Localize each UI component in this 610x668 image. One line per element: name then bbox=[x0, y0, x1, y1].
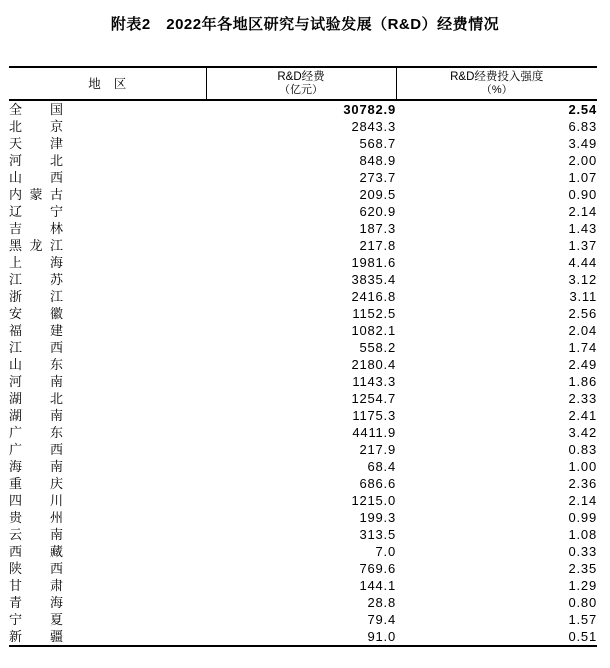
intensity-cell: 1.74 bbox=[568, 340, 597, 355]
region-cell bbox=[9, 220, 206, 237]
intensity-cell: 2.14 bbox=[568, 493, 597, 508]
funds-cell: 91.0 bbox=[206, 628, 396, 646]
region-name: 云 南 bbox=[9, 527, 63, 542]
table-row bbox=[9, 220, 597, 237]
intensity-cell: 1.08 bbox=[568, 527, 597, 542]
intensity-cell: 1.57 bbox=[568, 612, 597, 627]
region-name: 江 苏 bbox=[9, 272, 63, 287]
intensity-cell: 1.43 bbox=[568, 221, 597, 236]
table-row bbox=[9, 254, 597, 271]
region-cell bbox=[9, 543, 206, 560]
intensity-cell: 2.04 bbox=[568, 323, 597, 338]
region-cell bbox=[9, 100, 206, 118]
region-name: 广 东 bbox=[9, 425, 63, 440]
region-cell bbox=[9, 577, 206, 594]
funds-cell: 217.8 bbox=[359, 238, 396, 253]
table-row bbox=[9, 271, 597, 288]
region-cell bbox=[9, 203, 206, 220]
table-row bbox=[9, 118, 597, 135]
region-cell bbox=[9, 169, 206, 186]
region-cell bbox=[9, 628, 206, 646]
region-cell bbox=[9, 526, 206, 543]
header-row bbox=[9, 67, 597, 100]
funds-cell: 217.9 bbox=[359, 442, 396, 457]
table-row bbox=[9, 373, 597, 390]
region-cell bbox=[9, 118, 206, 135]
table-row bbox=[9, 186, 597, 203]
table-row bbox=[9, 611, 597, 628]
table-row bbox=[9, 305, 597, 322]
funds-cell: 187.3 bbox=[359, 221, 396, 236]
intensity-cell: 2.41 bbox=[568, 408, 597, 423]
column-header-funds-unit: （亿元） bbox=[279, 84, 323, 96]
intensity-cell: 0.99 bbox=[568, 510, 597, 525]
region-name: 河 北 bbox=[9, 153, 63, 168]
column-header-region-label: 地 区 bbox=[88, 77, 127, 91]
region-cell bbox=[9, 373, 206, 390]
region-name: 贵 州 bbox=[9, 510, 63, 525]
intensity-cell: 3.49 bbox=[568, 136, 597, 151]
region-name: 浙 江 bbox=[9, 289, 63, 304]
funds-cell: 848.9 bbox=[359, 153, 396, 168]
rd-expenditure-table bbox=[9, 66, 597, 647]
table-body bbox=[9, 100, 597, 646]
funds-cell: 209.5 bbox=[359, 187, 396, 202]
region-cell bbox=[9, 356, 206, 373]
region-cell bbox=[9, 322, 206, 339]
region-cell bbox=[9, 611, 206, 628]
region-cell bbox=[9, 305, 206, 322]
table-row bbox=[9, 543, 597, 560]
table-row bbox=[9, 100, 597, 118]
page-title: 附表2 2022年各地区研究与试验发展（R&D）经费情况 bbox=[110, 16, 500, 33]
region-cell bbox=[9, 492, 206, 509]
funds-cell: 4411.9 bbox=[352, 425, 396, 440]
funds-cell: 1175.3 bbox=[352, 408, 396, 423]
table-row bbox=[9, 356, 597, 373]
region-name: 吉 林 bbox=[9, 221, 63, 236]
region-name: 宁 夏 bbox=[9, 612, 63, 627]
funds-cell: 7.0 bbox=[375, 544, 396, 559]
region-name: 黑龙江 bbox=[9, 238, 63, 253]
table-row bbox=[9, 237, 597, 254]
table-row bbox=[9, 407, 597, 424]
region-name: 北 京 bbox=[9, 119, 63, 134]
table-row bbox=[9, 152, 597, 169]
table-row bbox=[9, 288, 597, 305]
intensity-cell: 2.33 bbox=[568, 391, 597, 406]
funds-cell: 3835.4 bbox=[351, 272, 396, 287]
funds-cell: 273.7 bbox=[359, 170, 396, 185]
intensity-cell: 2.35 bbox=[568, 561, 597, 576]
funds-cell: 1215.0 bbox=[351, 493, 396, 508]
region-cell bbox=[9, 254, 206, 271]
region-cell bbox=[9, 441, 206, 458]
region-cell bbox=[9, 339, 206, 356]
region-cell bbox=[9, 509, 206, 526]
intensity-cell: 3.11 bbox=[569, 289, 597, 304]
funds-cell: 620.9 bbox=[359, 204, 396, 219]
intensity-cell: 1.37 bbox=[568, 238, 597, 253]
funds-cell: 1254.7 bbox=[351, 391, 396, 406]
region-cell bbox=[9, 237, 206, 254]
region-cell bbox=[9, 560, 206, 577]
funds-cell: 558.2 bbox=[359, 340, 396, 355]
table-row bbox=[9, 577, 597, 594]
region-cell bbox=[9, 271, 206, 288]
table-row bbox=[9, 594, 597, 611]
table-row bbox=[9, 339, 597, 356]
intensity-cell: 0.33 bbox=[568, 544, 597, 559]
region-name: 山 西 bbox=[9, 170, 63, 185]
table-row bbox=[9, 441, 597, 458]
funds-cell: 1981.6 bbox=[351, 255, 396, 270]
funds-cell: 1082.1 bbox=[351, 323, 396, 338]
region-cell bbox=[9, 475, 206, 492]
table-row bbox=[9, 628, 597, 646]
intensity-cell: 2.00 bbox=[568, 153, 597, 168]
region-cell bbox=[9, 458, 206, 475]
funds-cell: 2843.3 bbox=[351, 119, 396, 134]
region-name: 辽 宁 bbox=[9, 204, 63, 219]
region-cell bbox=[9, 186, 206, 203]
region-name: 陕 西 bbox=[9, 561, 63, 576]
table-row bbox=[9, 492, 597, 509]
funds-cell: 30782.9 bbox=[343, 102, 396, 117]
intensity-cell: 0.90 bbox=[568, 187, 597, 202]
intensity-cell: 2.49 bbox=[568, 357, 597, 372]
intensity-cell: 2.54 bbox=[568, 102, 597, 117]
funds-cell: 199.3 bbox=[359, 510, 396, 525]
region-name: 福 建 bbox=[9, 323, 63, 338]
table-row bbox=[9, 424, 597, 441]
table-row bbox=[9, 169, 597, 186]
funds-cell: 144.1 bbox=[359, 578, 396, 593]
region-name: 重 庆 bbox=[9, 476, 63, 491]
region-name: 内蒙古 bbox=[9, 187, 63, 202]
region-name: 安 徽 bbox=[9, 306, 63, 321]
table-row bbox=[9, 475, 597, 492]
table-row bbox=[9, 390, 597, 407]
funds-cell: 68.4 bbox=[367, 459, 396, 474]
intensity-cell: 2.36 bbox=[568, 476, 597, 491]
region-name: 江 西 bbox=[9, 340, 63, 355]
intensity-cell: 2.14 bbox=[568, 204, 597, 219]
intensity-cell: 0.51 bbox=[396, 628, 597, 646]
region-name: 新 疆 bbox=[9, 629, 63, 644]
table-row bbox=[9, 458, 597, 475]
intensity-cell: 0.80 bbox=[568, 595, 597, 610]
intensity-cell: 1.00 bbox=[568, 459, 597, 474]
column-header-funds-label: R&D经费 bbox=[277, 71, 325, 83]
region-cell bbox=[9, 407, 206, 424]
region-cell bbox=[9, 424, 206, 441]
funds-cell: 79.4 bbox=[367, 612, 396, 627]
intensity-cell: 3.42 bbox=[568, 425, 597, 440]
column-header-region bbox=[9, 67, 206, 100]
region-name: 山 东 bbox=[9, 357, 63, 372]
region-name: 天 津 bbox=[9, 136, 63, 151]
region-cell bbox=[9, 152, 206, 169]
column-header-intensity-label: R&D经费投入强度 bbox=[450, 71, 544, 83]
intensity-cell: 4.44 bbox=[568, 255, 597, 270]
intensity-cell: 2.56 bbox=[568, 306, 597, 321]
region-cell bbox=[9, 390, 206, 407]
column-header-funds bbox=[206, 67, 396, 100]
intensity-cell: 1.29 bbox=[568, 578, 597, 593]
region-name: 河 南 bbox=[9, 374, 63, 389]
region-name: 甘 肃 bbox=[9, 578, 63, 593]
table-row bbox=[9, 135, 597, 152]
table-row bbox=[9, 509, 597, 526]
region-cell bbox=[9, 135, 206, 152]
funds-cell: 1143.3 bbox=[352, 374, 396, 389]
funds-cell: 769.6 bbox=[359, 561, 396, 576]
region-name: 四 川 bbox=[9, 493, 63, 508]
intensity-cell: 1.07 bbox=[568, 170, 597, 185]
funds-cell: 568.7 bbox=[359, 136, 396, 151]
region-name: 海 南 bbox=[9, 459, 63, 474]
column-header-intensity-unit: （%） bbox=[480, 84, 513, 96]
funds-cell: 686.6 bbox=[359, 476, 396, 491]
table-header bbox=[9, 67, 597, 100]
region-name: 西 藏 bbox=[9, 544, 63, 559]
table-row bbox=[9, 322, 597, 339]
region-name: 湖 北 bbox=[9, 391, 63, 406]
column-header-intensity bbox=[396, 67, 597, 100]
table-row bbox=[9, 560, 597, 577]
region-name: 全 国 bbox=[9, 102, 63, 117]
intensity-cell: 6.83 bbox=[568, 119, 597, 134]
table-row bbox=[9, 526, 597, 543]
funds-cell: 1152.5 bbox=[352, 306, 396, 321]
funds-cell: 313.5 bbox=[359, 527, 396, 542]
funds-cell: 2180.4 bbox=[351, 357, 396, 372]
region-name: 青 海 bbox=[9, 595, 63, 610]
region-cell bbox=[9, 594, 206, 611]
funds-cell: 2416.8 bbox=[351, 289, 396, 304]
region-name: 上 海 bbox=[9, 255, 63, 270]
intensity-cell: 1.86 bbox=[568, 374, 597, 389]
table-row bbox=[9, 203, 597, 220]
intensity-cell: 3.12 bbox=[568, 272, 597, 287]
funds-cell: 28.8 bbox=[367, 595, 396, 610]
region-cell bbox=[9, 288, 206, 305]
region-name: 湖 南 bbox=[9, 408, 63, 423]
region-name: 广 西 bbox=[9, 442, 63, 457]
intensity-cell: 0.83 bbox=[568, 442, 597, 457]
